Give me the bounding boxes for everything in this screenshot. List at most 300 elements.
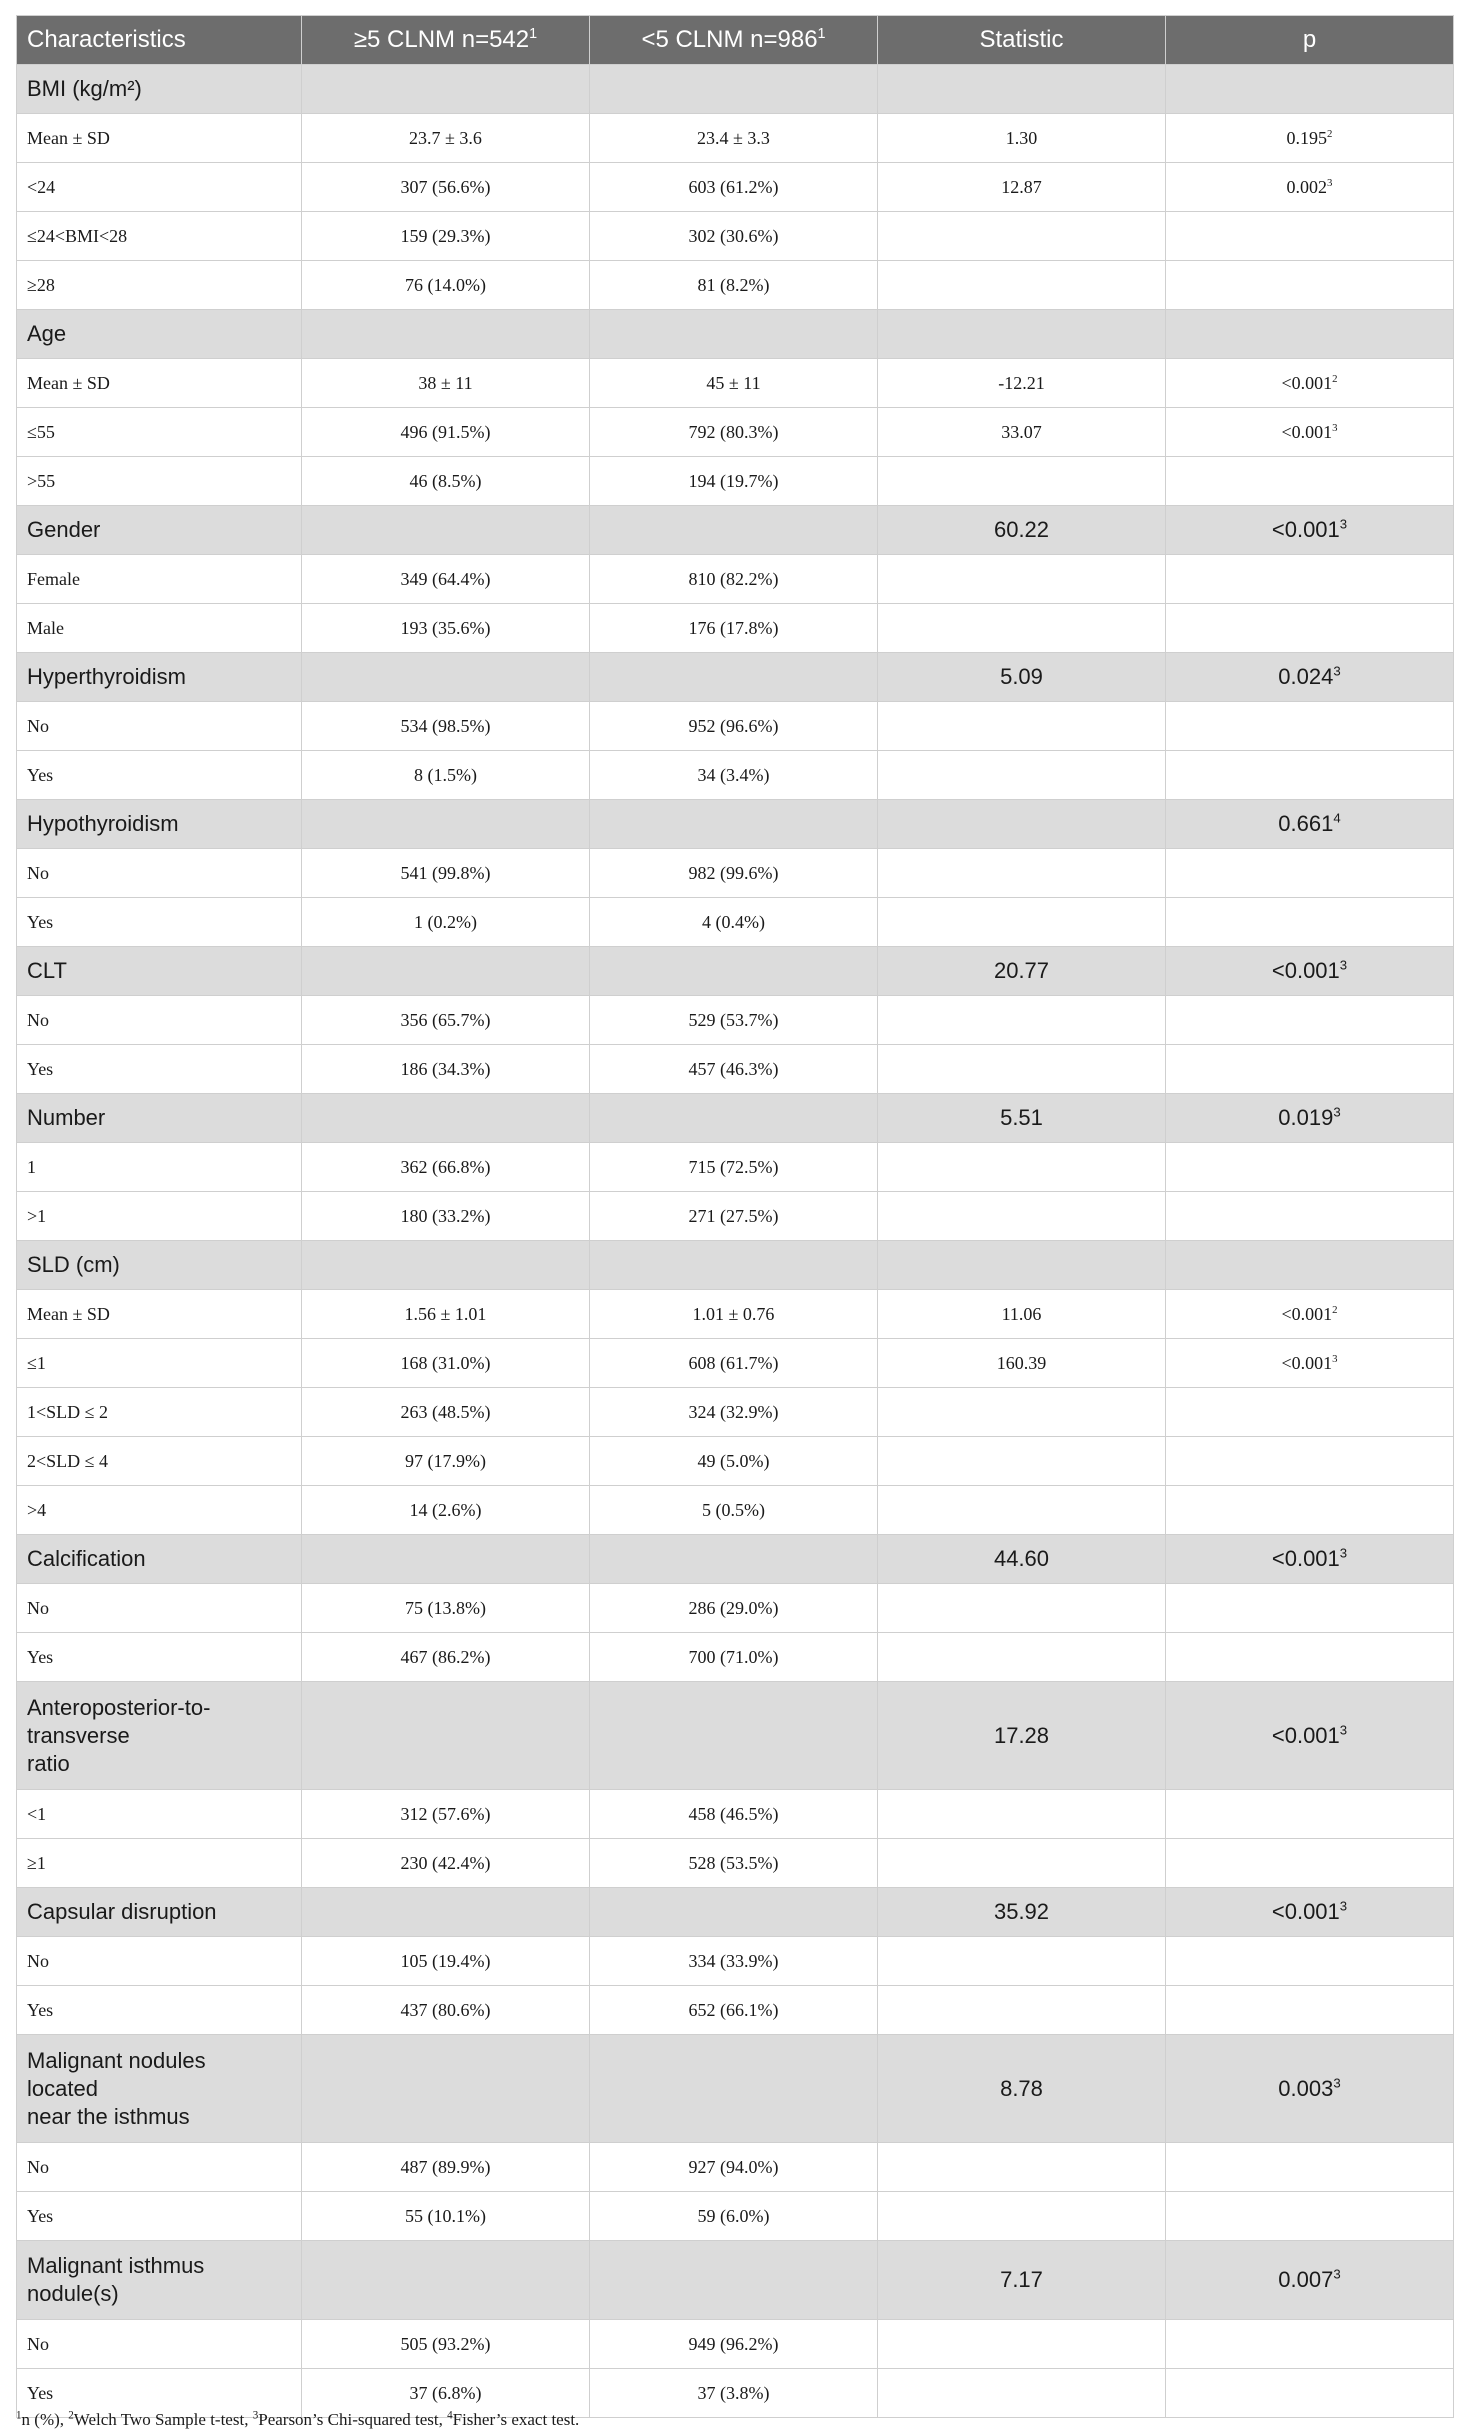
p-value-cell [1166, 163, 1454, 212]
group-lt5-cell [590, 1682, 878, 1790]
table-body [17, 65, 1454, 2418]
p-value: <0.001 [1281, 1352, 1333, 1373]
group-ge5-cell [302, 2241, 590, 2320]
p-value-cell [1166, 898, 1454, 947]
group-lt5-cell [590, 65, 878, 114]
p-value-cell [1166, 1143, 1454, 1192]
group-lt5-cell [590, 310, 878, 359]
statistic-cell [878, 261, 1166, 310]
statistic-cell: 35.92 [878, 1888, 1166, 1937]
row-label: Yes [17, 1633, 302, 1682]
category-label: Age [17, 310, 302, 359]
category-row [17, 800, 1454, 849]
statistic-cell: 1.30 [878, 114, 1166, 163]
p-value-test-marker: 3 [1339, 1898, 1348, 1914]
header-group-ge5 [302, 16, 590, 65]
characteristics-table [16, 15, 1454, 2418]
footnote-marker: 2 [68, 2409, 74, 2422]
group-lt5-cell: 652 (66.1%) [590, 1986, 878, 2035]
category-row [17, 1094, 1454, 1143]
group-ge5-cell: 46 (8.5%) [302, 457, 590, 506]
p-value-cell [1166, 1790, 1454, 1839]
p-value-test-marker: 3 [1333, 663, 1341, 679]
header-characteristics: Characteristics [17, 16, 302, 65]
group-lt5-cell: 810 (82.2%) [590, 555, 878, 604]
statistic-cell [878, 800, 1166, 849]
table-row [17, 1486, 1454, 1535]
group-lt5-cell [590, 1888, 878, 1937]
table-row [17, 1437, 1454, 1486]
group-ge5-cell: 55 (10.1%) [302, 2192, 590, 2241]
row-label: No [17, 1584, 302, 1633]
table-row [17, 1143, 1454, 1192]
header-statistic: Statistic [878, 16, 1166, 65]
p-value-cell [1166, 1094, 1454, 1143]
p-value-test-marker: 2 [1332, 372, 1338, 385]
group-lt5-cell: 603 (61.2%) [590, 163, 878, 212]
statistic-cell [878, 1633, 1166, 1682]
row-label: 2<SLD ≤ 4 [17, 1437, 302, 1486]
row-label: Female [17, 555, 302, 604]
p-value-cell [1166, 2143, 1454, 2192]
table-row [17, 163, 1454, 212]
table-row [17, 555, 1454, 604]
row-label: ≤1 [17, 1339, 302, 1388]
category-row [17, 1241, 1454, 1290]
group-ge5-cell: 307 (56.6%) [302, 163, 590, 212]
statistic-cell [878, 310, 1166, 359]
p-value-cell [1166, 1339, 1454, 1388]
p-value: <0.001 [1281, 372, 1333, 393]
category-label: SLD (cm) [17, 1241, 302, 1290]
statistic-cell [878, 996, 1166, 1045]
category-row [17, 1888, 1454, 1937]
group-lt5-cell: 927 (94.0%) [590, 2143, 878, 2192]
category-label: Calcification [17, 1535, 302, 1584]
category-label: Malignant nodules located near the isthmus [17, 2035, 302, 2143]
header-p: p [1166, 16, 1454, 65]
statistic-cell [878, 555, 1166, 604]
footnote-marker: 4 [447, 2409, 453, 2422]
group-lt5-cell: 34 (3.4%) [590, 751, 878, 800]
row-label: Yes [17, 1986, 302, 2035]
footnote-marker: 1 [16, 2409, 22, 2422]
group-ge5-cell: 541 (99.8%) [302, 849, 590, 898]
header-group-lt5-label: <5 CLNM n=986 [641, 26, 818, 53]
p-value-cell [1166, 2369, 1454, 2418]
group-ge5-cell [302, 2035, 590, 2143]
p-value-test-marker: 3 [1333, 2266, 1341, 2282]
table-row [17, 457, 1454, 506]
p-value-test-marker: 3 [1332, 1352, 1338, 1365]
p-value-test-marker: 3 [1339, 1722, 1348, 1738]
category-label: Gender [17, 506, 302, 555]
group-lt5-cell: 271 (27.5%) [590, 1192, 878, 1241]
row-label: No [17, 996, 302, 1045]
p-value-test-marker: 2 [1327, 127, 1333, 140]
p-value-test-marker: 4 [1333, 810, 1341, 826]
row-label: ≥1 [17, 1839, 302, 1888]
group-ge5-cell [302, 310, 590, 359]
p-value-test-marker: 3 [1339, 516, 1348, 532]
table-header-row [17, 16, 1454, 65]
p-value-cell [1166, 2035, 1454, 2143]
p-value-cell [1166, 1682, 1454, 1790]
category-row [17, 310, 1454, 359]
category-row [17, 653, 1454, 702]
statistic-cell: 20.77 [878, 947, 1166, 996]
row-label: >55 [17, 457, 302, 506]
group-lt5-cell: 1.01 ± 0.76 [590, 1290, 878, 1339]
row-label: 1<SLD ≤ 2 [17, 1388, 302, 1437]
row-label: ≥28 [17, 261, 302, 310]
group-ge5-cell: 312 (57.6%) [302, 1790, 590, 1839]
group-lt5-cell: 334 (33.9%) [590, 1937, 878, 1986]
group-ge5-cell: 186 (34.3%) [302, 1045, 590, 1094]
row-label: Mean ± SD [17, 114, 302, 163]
group-ge5-cell [302, 1241, 590, 1290]
statistic-cell [878, 1045, 1166, 1094]
header-group-ge5-sup: 1 [529, 26, 538, 42]
table-row [17, 1584, 1454, 1633]
group-ge5-cell: 193 (35.6%) [302, 604, 590, 653]
group-ge5-cell: 1.56 ± 1.01 [302, 1290, 590, 1339]
statistic-cell [878, 1241, 1166, 1290]
group-lt5-cell [590, 800, 878, 849]
p-value-cell [1166, 800, 1454, 849]
statistic-cell [878, 1937, 1166, 1986]
group-ge5-cell: 168 (31.0%) [302, 1339, 590, 1388]
group-ge5-cell [302, 947, 590, 996]
category-row [17, 947, 1454, 996]
group-ge5-cell: 105 (19.4%) [302, 1937, 590, 1986]
group-lt5-cell: 952 (96.6%) [590, 702, 878, 751]
group-ge5-cell [302, 1682, 590, 1790]
statistic-cell [878, 2143, 1166, 2192]
group-lt5-cell: 949 (96.2%) [590, 2320, 878, 2369]
category-row [17, 1535, 1454, 1584]
p-value-cell [1166, 555, 1454, 604]
table-row [17, 898, 1454, 947]
p-value-cell [1166, 65, 1454, 114]
statistic-cell [878, 849, 1166, 898]
statistic-cell [878, 751, 1166, 800]
group-ge5-cell: 37 (6.8%) [302, 2369, 590, 2418]
table-row [17, 261, 1454, 310]
table-row [17, 702, 1454, 751]
table-row [17, 1339, 1454, 1388]
category-label: Hypothyroidism [17, 800, 302, 849]
p-value: 0.019 [1278, 1105, 1334, 1130]
row-label: Mean ± SD [17, 359, 302, 408]
group-ge5-cell [302, 800, 590, 849]
group-lt5-cell: 59 (6.0%) [590, 2192, 878, 2241]
group-ge5-cell: 1 (0.2%) [302, 898, 590, 947]
group-lt5-cell: 176 (17.8%) [590, 604, 878, 653]
group-lt5-cell: 608 (61.7%) [590, 1339, 878, 1388]
statistic-cell: 7.17 [878, 2241, 1166, 2320]
p-value-cell [1166, 506, 1454, 555]
p-value-cell [1166, 849, 1454, 898]
group-ge5-cell: 362 (66.8%) [302, 1143, 590, 1192]
header-group-ge5-label: ≥5 CLNM n=542 [353, 26, 530, 53]
table-row [17, 849, 1454, 898]
p-value: <0.001 [1271, 1722, 1340, 1748]
category-row [17, 2241, 1454, 2320]
group-lt5-cell [590, 2241, 878, 2320]
p-value-test-marker: 3 [1327, 176, 1333, 189]
p-value: 0.661 [1278, 811, 1334, 836]
row-label: Male [17, 604, 302, 653]
group-ge5-cell: 349 (64.4%) [302, 555, 590, 604]
statistic-cell: 60.22 [878, 506, 1166, 555]
p-value-cell [1166, 114, 1454, 163]
row-label: <1 [17, 1790, 302, 1839]
table-row [17, 212, 1454, 261]
group-ge5-cell: 159 (29.3%) [302, 212, 590, 261]
p-value-cell [1166, 1486, 1454, 1535]
table-row [17, 114, 1454, 163]
p-value-cell [1166, 604, 1454, 653]
group-lt5-cell [590, 506, 878, 555]
statistic-cell [878, 1192, 1166, 1241]
statistic-cell: 33.07 [878, 408, 1166, 457]
statistic-cell [878, 1437, 1166, 1486]
group-ge5-cell [302, 1094, 590, 1143]
group-lt5-cell: 715 (72.5%) [590, 1143, 878, 1192]
p-value: <0.001 [1271, 1546, 1340, 1571]
p-value: <0.001 [1271, 1899, 1340, 1924]
p-value-cell [1166, 1290, 1454, 1339]
p-value: 0.007 [1278, 2267, 1334, 2292]
p-value-cell [1166, 1986, 1454, 2035]
group-lt5-cell: 5 (0.5%) [590, 1486, 878, 1535]
p-value-cell [1166, 1888, 1454, 1937]
row-label: No [17, 2320, 302, 2369]
row-label: Yes [17, 2369, 302, 2418]
row-label: ≤24<BMI<28 [17, 212, 302, 261]
footnote-text: Pearson’s Chi-squared test, [258, 2410, 448, 2429]
p-value-cell [1166, 1192, 1454, 1241]
category-label: Malignant isthmus nodule(s) [17, 2241, 302, 2320]
group-ge5-cell: 14 (2.6%) [302, 1486, 590, 1535]
group-ge5-cell: 230 (42.4%) [302, 1839, 590, 1888]
statistic-cell: 160.39 [878, 1339, 1166, 1388]
p-value: 0.195 [1286, 127, 1328, 148]
statistic-cell [878, 1388, 1166, 1437]
group-lt5-cell: 700 (71.0%) [590, 1633, 878, 1682]
group-lt5-cell: 528 (53.5%) [590, 1839, 878, 1888]
group-ge5-cell [302, 1535, 590, 1584]
group-lt5-cell [590, 1241, 878, 1290]
footnote-marker: 3 [252, 2409, 259, 2422]
table-row [17, 1290, 1454, 1339]
group-ge5-cell: 8 (1.5%) [302, 751, 590, 800]
p-value-cell [1166, 1839, 1454, 1888]
group-lt5-cell: 4 (0.4%) [590, 898, 878, 947]
group-lt5-cell: 458 (46.5%) [590, 1790, 878, 1839]
statistic-cell: 17.28 [878, 1682, 1166, 1790]
p-value-cell [1166, 751, 1454, 800]
table-row [17, 408, 1454, 457]
table-row [17, 2192, 1454, 2241]
table-row [17, 1045, 1454, 1094]
p-value-cell [1166, 1633, 1454, 1682]
p-value-cell [1166, 457, 1454, 506]
statistic-cell [878, 702, 1166, 751]
group-lt5-cell [590, 653, 878, 702]
group-lt5-cell: 23.4 ± 3.3 [590, 114, 878, 163]
p-value-cell [1166, 261, 1454, 310]
group-lt5-cell: 194 (19.7%) [590, 457, 878, 506]
group-lt5-cell: 302 (30.6%) [590, 212, 878, 261]
category-row [17, 506, 1454, 555]
p-value-cell [1166, 1937, 1454, 1986]
table-row [17, 751, 1454, 800]
group-ge5-cell [302, 653, 590, 702]
header-group-lt5-sup: 1 [817, 26, 826, 42]
statistic-cell [878, 1486, 1166, 1535]
group-ge5-cell: 180 (33.2%) [302, 1192, 590, 1241]
statistic-cell: 12.87 [878, 163, 1166, 212]
group-ge5-cell: 75 (13.8%) [302, 1584, 590, 1633]
group-lt5-cell: 324 (32.9%) [590, 1388, 878, 1437]
category-label: CLT [17, 947, 302, 996]
statistic-cell: 8.78 [878, 2035, 1166, 2143]
group-ge5-cell: 487 (89.9%) [302, 2143, 590, 2192]
table-row [17, 359, 1454, 408]
category-label: Capsular disruption [17, 1888, 302, 1937]
table-row [17, 2320, 1454, 2369]
row-label: <24 [17, 163, 302, 212]
group-lt5-cell [590, 1535, 878, 1584]
p-value-cell [1166, 310, 1454, 359]
group-ge5-cell: 356 (65.7%) [302, 996, 590, 1045]
p-value: <0.001 [1271, 958, 1340, 983]
statistic-cell: 11.06 [878, 1290, 1166, 1339]
group-ge5-cell: 38 ± 11 [302, 359, 590, 408]
table-footnote [16, 2410, 579, 2430]
group-ge5-cell: 437 (80.6%) [302, 1986, 590, 2035]
category-row [17, 2035, 1454, 2143]
group-lt5-cell [590, 947, 878, 996]
p-value-cell [1166, 2192, 1454, 2241]
statistic-cell [878, 1986, 1166, 2035]
statistic-cell [878, 604, 1166, 653]
p-value-cell [1166, 1388, 1454, 1437]
statistic-cell [878, 2369, 1166, 2418]
row-label: No [17, 849, 302, 898]
table-row [17, 1839, 1454, 1888]
row-label: >4 [17, 1486, 302, 1535]
group-lt5-cell: 286 (29.0%) [590, 1584, 878, 1633]
category-label: BMI (kg/m²) [17, 65, 302, 114]
p-value-cell [1166, 2241, 1454, 2320]
p-value-cell [1166, 1584, 1454, 1633]
group-ge5-cell [302, 65, 590, 114]
group-lt5-cell [590, 2035, 878, 2143]
table-row [17, 1790, 1454, 1839]
category-label: Number [17, 1094, 302, 1143]
group-lt5-cell: 529 (53.7%) [590, 996, 878, 1045]
table-row [17, 1388, 1454, 1437]
p-value-cell [1166, 702, 1454, 751]
group-ge5-cell: 505 (93.2%) [302, 2320, 590, 2369]
statistic-cell [878, 1143, 1166, 1192]
p-value: <0.001 [1271, 517, 1340, 542]
group-ge5-cell: 534 (98.5%) [302, 702, 590, 751]
statistic-cell [878, 898, 1166, 947]
row-label: ≤55 [17, 408, 302, 457]
group-lt5-cell [590, 1094, 878, 1143]
statistic-cell: 5.09 [878, 653, 1166, 702]
p-value: <0.001 [1281, 1303, 1333, 1324]
p-value-cell [1166, 1045, 1454, 1094]
p-value-test-marker: 3 [1333, 2075, 1341, 2091]
row-label: >1 [17, 1192, 302, 1241]
p-value-test-marker: 3 [1333, 1104, 1341, 1120]
row-label: 1 [17, 1143, 302, 1192]
group-ge5-cell: 467 (86.2%) [302, 1633, 590, 1682]
p-value-cell [1166, 947, 1454, 996]
p-value: 0.024 [1278, 664, 1334, 689]
statistic-cell: 44.60 [878, 1535, 1166, 1584]
p-value-cell [1166, 1437, 1454, 1486]
group-ge5-cell: 23.7 ± 3.6 [302, 114, 590, 163]
category-label: Hyperthyroidism [17, 653, 302, 702]
p-value-cell [1166, 212, 1454, 261]
table-row [17, 1937, 1454, 1986]
row-label: Yes [17, 1045, 302, 1094]
group-lt5-cell: 45 ± 11 [590, 359, 878, 408]
category-label: Anteroposterior-to- transverse ratio [17, 1682, 302, 1790]
p-value: <0.001 [1281, 421, 1333, 442]
group-lt5-cell: 49 (5.0%) [590, 1437, 878, 1486]
statistic-cell [878, 1790, 1166, 1839]
statistic-cell [878, 212, 1166, 261]
group-lt5-cell: 37 (3.8%) [590, 2369, 878, 2418]
p-value-cell [1166, 653, 1454, 702]
p-value-test-marker: 2 [1332, 1303, 1338, 1316]
row-label: Yes [17, 898, 302, 947]
p-value-test-marker: 3 [1339, 957, 1348, 973]
statistic-cell [878, 1584, 1166, 1633]
row-label: Yes [17, 2192, 302, 2241]
p-value: 0.003 [1278, 2075, 1334, 2101]
header-group-lt5 [590, 16, 878, 65]
table-row [17, 604, 1454, 653]
group-ge5-cell: 76 (14.0%) [302, 261, 590, 310]
p-value: 0.002 [1286, 176, 1328, 197]
p-value-cell [1166, 408, 1454, 457]
statistic-cell: 5.51 [878, 1094, 1166, 1143]
row-label: Yes [17, 751, 302, 800]
row-label: No [17, 702, 302, 751]
statistic-cell [878, 65, 1166, 114]
table-row [17, 1633, 1454, 1682]
group-ge5-cell [302, 506, 590, 555]
group-lt5-cell: 457 (46.3%) [590, 1045, 878, 1094]
p-value-test-marker: 3 [1332, 421, 1338, 434]
group-lt5-cell: 792 (80.3%) [590, 408, 878, 457]
statistic-cell [878, 2320, 1166, 2369]
p-value-cell [1166, 1241, 1454, 1290]
group-ge5-cell: 97 (17.9%) [302, 1437, 590, 1486]
statistic-cell [878, 457, 1166, 506]
table-row [17, 1986, 1454, 2035]
group-lt5-cell: 81 (8.2%) [590, 261, 878, 310]
statistic-cell [878, 2192, 1166, 2241]
